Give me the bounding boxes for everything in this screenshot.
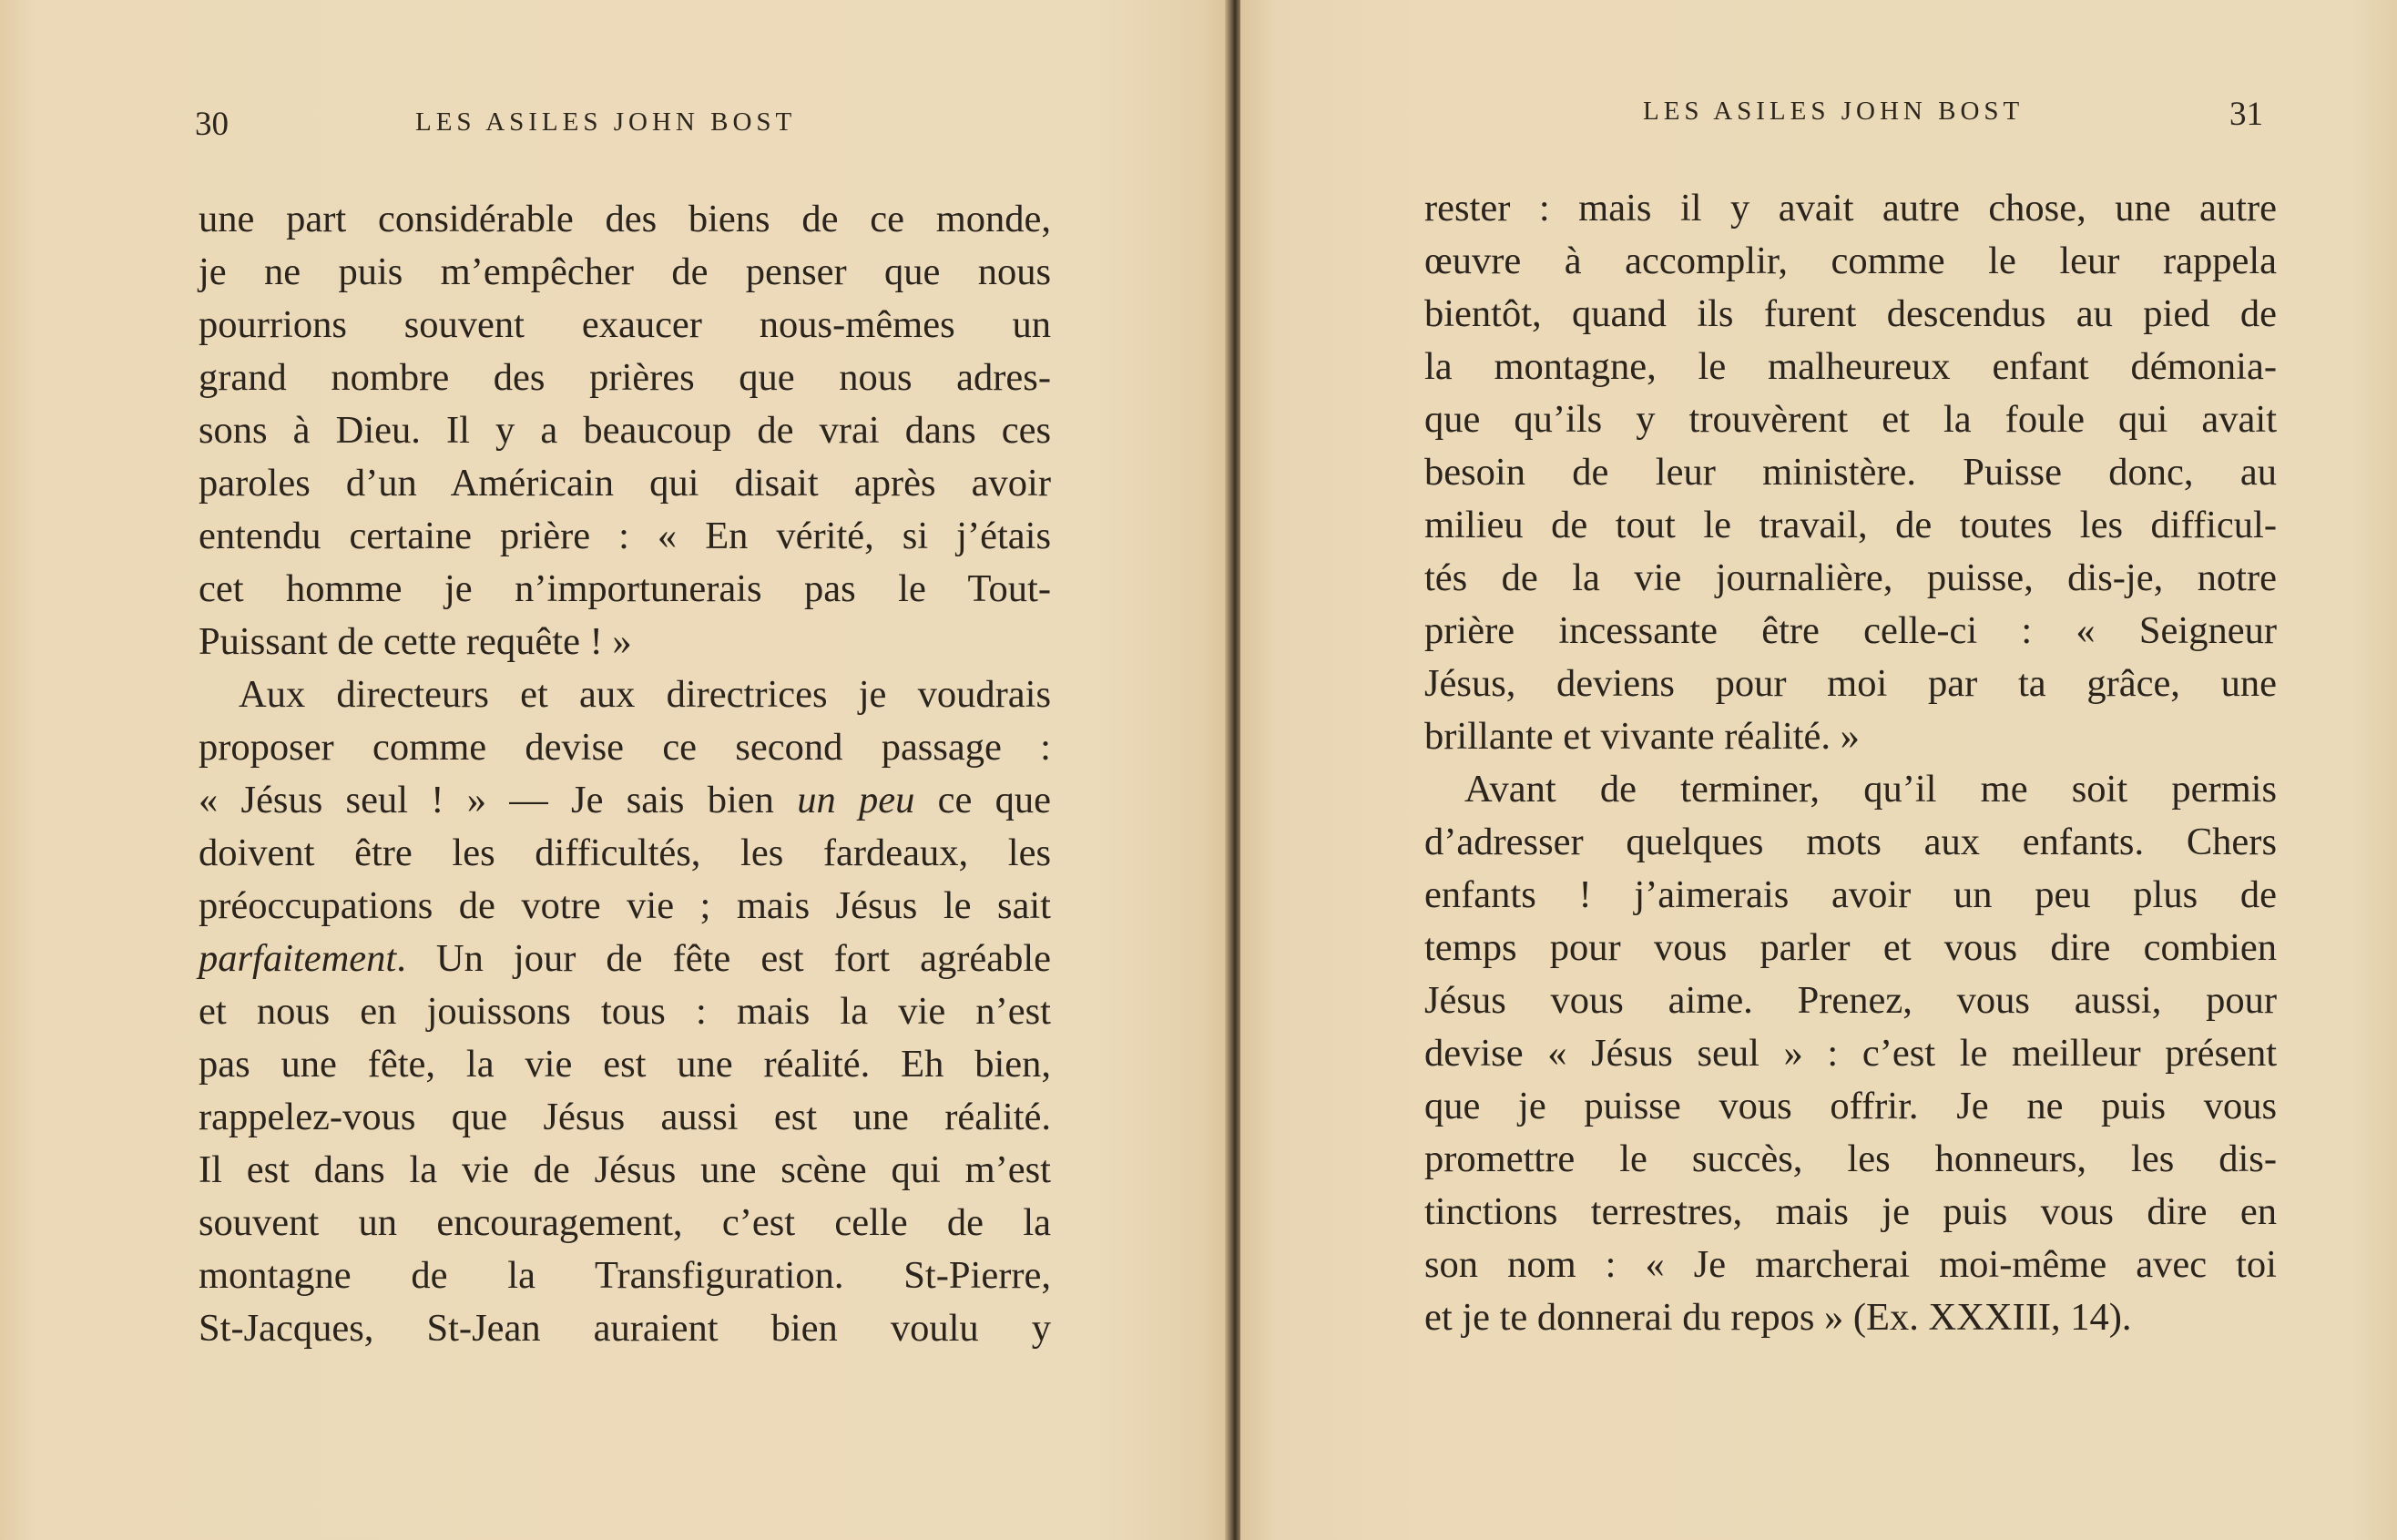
text-line: que je puisse vous offrir. Je ne puis vous: [1424, 1085, 2277, 1127]
text-line: d’adresser quelques mots aux enfants. Chers: [1424, 821, 2277, 863]
text-line: brillante et vivante réalité. »: [1424, 715, 1860, 758]
text-line: enfants ! j’aimerais avoir un peu plus de: [1424, 873, 2277, 916]
italic-emphasis: un peu: [797, 779, 915, 821]
text-line: St-Jacques, St-Jean auraient bien voulu y: [199, 1307, 1051, 1350]
text-line: Il est dans la vie de Jésus une scène qui m’est: [199, 1148, 1051, 1191]
text-line: cet homme je n’importunerais pas le Tout-: [199, 567, 1051, 610]
page-number-left: 30: [195, 106, 229, 143]
text-line: la montagne, le malheureux enfant démonia-: [1424, 345, 2277, 388]
text-line: et je te donnerai du repos » (Ex. XXXIII, 14).: [1424, 1296, 2132, 1339]
text-line: Jésus vous aime. Prenez, vous aussi, pour: [1424, 979, 2277, 1022]
text-line: proposer comme devise ce second passage :: [199, 726, 1051, 769]
text-line: tinctions terrestres, mais je puis vous dire en: [1424, 1190, 2277, 1233]
running-head-left: LES ASILES JOHN BOST: [415, 107, 797, 137]
text-line: souvent un encouragement, c’est celle de la: [199, 1201, 1051, 1244]
text-line: entendu certaine prière : « En vérité, si j’étais: [199, 515, 1051, 557]
text-line: prière incessante être celle-ci : « Seigneur: [1424, 609, 2277, 652]
text-line: pourrions souvent exaucer nous-mêmes un: [199, 303, 1051, 346]
body-text-left: [199, 193, 1051, 1355]
text-line: promettre le succès, les honneurs, les dis-: [1424, 1137, 2277, 1180]
text-line: et nous en jouissons tous : mais la vie n’est: [199, 990, 1051, 1033]
text-line: grand nombre des prières que nous adres-: [199, 356, 1051, 399]
text-line: son nom : « Je marcherai moi-même avec toi: [1424, 1243, 2277, 1286]
text-line: Aux directeurs et aux directrices je voudrais: [239, 673, 1051, 716]
text-line: milieu de tout le travail, de toutes les difficul-: [1424, 504, 2277, 546]
text-line: sons à Dieu. Il y a beaucoup de vrai dans ces: [199, 409, 1051, 452]
text-line: « Jésus seul ! » — Je sais bien un peu ce que: [199, 779, 1052, 821]
text-line: doivent être les difficultés, les fardeaux, les: [199, 831, 1051, 874]
text-line: paroles d’un Américain qui disait après avoir: [199, 462, 1051, 505]
text-line: œuvre à accomplir, comme le leur rappela: [1424, 240, 2277, 282]
text-line: parfaitement. Un jour de fête est fort agréable: [199, 937, 1051, 980]
text-line: rappelez-vous que Jésus aussi est une réalité.: [199, 1096, 1051, 1138]
text-line: pas une fête, la vie est une réalité. Eh bien,: [199, 1043, 1051, 1086]
text-line: Jésus, deviens pour moi par ta grâce, une: [1424, 662, 2277, 705]
body-text-right: [1424, 182, 2277, 1344]
text-line: montagne de la Transfiguration. St-Pierre,: [199, 1254, 1051, 1297]
text-line: une part considérable des biens de ce monde,: [199, 198, 1051, 240]
text-line: je ne puis m’empêcher de penser que nous: [199, 250, 1051, 293]
text-line: Avant de terminer, qu’il me soit permis: [1464, 768, 2277, 811]
text-line: devise « Jésus seul » : c’est le meilleur présent: [1424, 1032, 2277, 1075]
page-number-right: 31: [2229, 96, 2263, 133]
text-line: préoccupations de votre vie ; mais Jésus le sait: [199, 884, 1051, 927]
italic-emphasis: parfaitement: [199, 937, 397, 980]
text-line: temps pour vous parler et vous dire combien: [1424, 926, 2277, 969]
text-line: que qu’ils y trouvèrent et la foule qui avait: [1424, 398, 2277, 441]
text-line: besoin de leur ministère. Puisse donc, au: [1424, 451, 2277, 494]
text-line: rester : mais il y avait autre chose, une autre: [1424, 187, 2277, 229]
running-head-right: LES ASILES JOHN BOST: [1643, 97, 2025, 126]
text-line: Puissant de cette requête ! »: [199, 620, 632, 663]
text-line: tés de la vie journalière, puisse, dis-je, notre: [1424, 556, 2277, 599]
right-page: [1240, 0, 2397, 1540]
text-line: bientôt, quand ils furent descendus au pied de: [1424, 292, 2277, 335]
